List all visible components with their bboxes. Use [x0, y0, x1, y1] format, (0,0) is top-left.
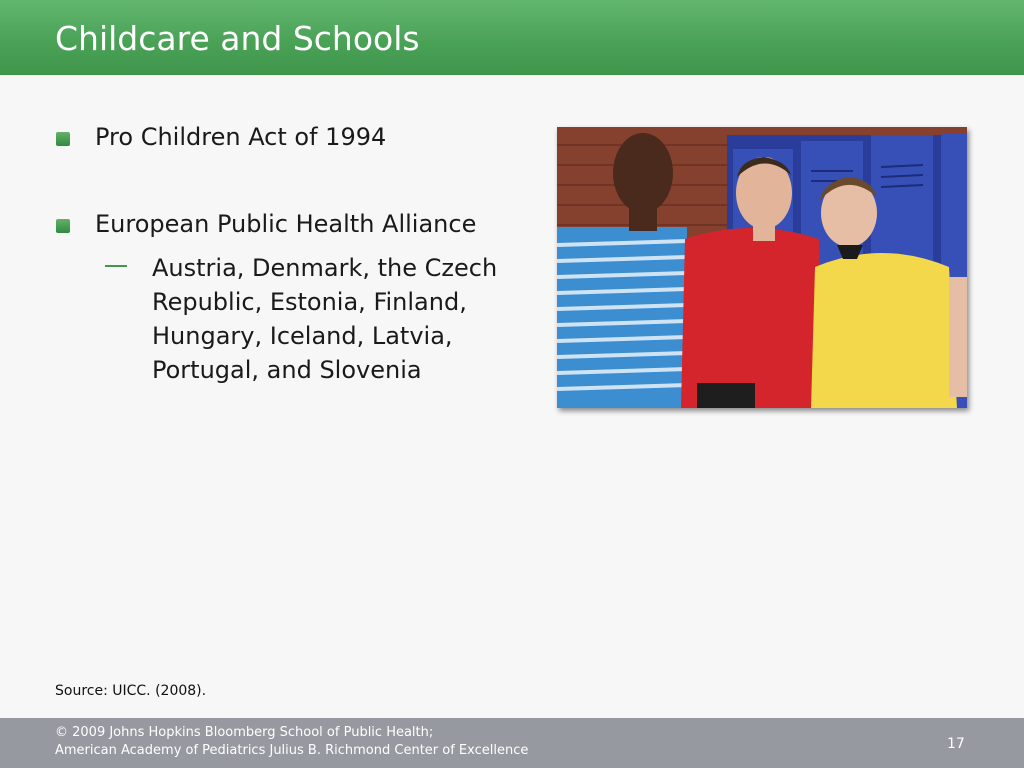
page-number: 17: [947, 736, 965, 752]
students-photo: [557, 127, 967, 408]
copyright-line: © 2009 Johns Hopkins Bloomberg School of Public Health;: [55, 725, 434, 740]
source-citation: Source: UICC. (2008).: [55, 683, 207, 699]
bullet-european-public-health-alliance: European Public Health Alliance: [95, 210, 477, 238]
sub-bullet-line: Republic, Estonia, Finland,: [152, 288, 467, 316]
copyright-notice: [55, 724, 528, 760]
sub-bullet-line: Hungary, Iceland, Latvia,: [152, 322, 453, 350]
square-bullet-icon: [56, 132, 70, 146]
copyright-line: American Academy of Pediatrics Julius B. Richmond Center of Excellence: [55, 743, 529, 758]
dash-bullet-icon: [105, 265, 127, 267]
title-bar: [0, 0, 1024, 75]
square-bullet-icon: [56, 219, 70, 233]
slide-title: Childcare and Schools: [55, 19, 420, 58]
sub-bullet-countries: [152, 251, 532, 387]
sub-bullet-line: Portugal, and Slovenia: [152, 356, 422, 384]
sub-bullet-line: Austria, Denmark, the Czech: [152, 254, 498, 282]
bullet-pro-children-act: Pro Children Act of 1994: [95, 123, 387, 151]
